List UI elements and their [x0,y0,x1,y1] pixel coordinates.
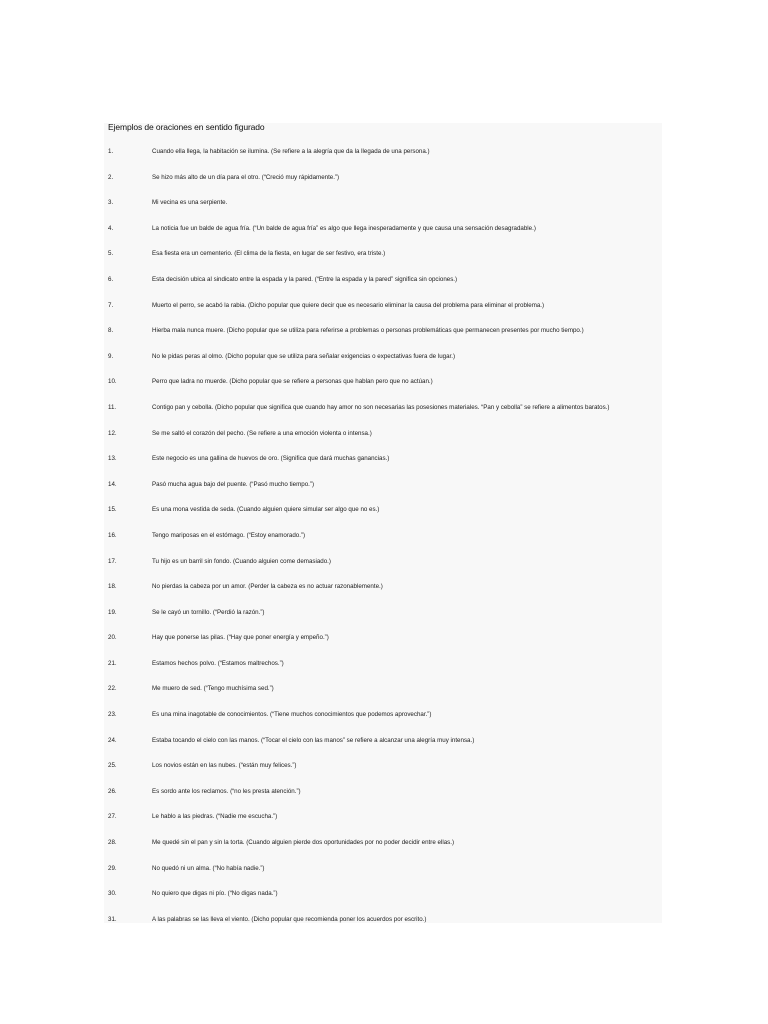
item-text: Hay que ponerse las pilas. (“Hay que poner energía y empeño.”) [152,634,329,642]
item-text: Mi vecina es una serpiente. [152,199,228,207]
item-number: 1. [108,148,114,155]
list-item [0,481,768,507]
item-text: Este negocio es una gallina de huevos de oro. (Significa que dará muchas ganancias.) [152,455,390,463]
list-item [0,813,768,839]
item-text: Tu hijo es un barril sin fondo. (Cuando alguien come demasiado.) [152,557,331,565]
item-text: Esa fiesta era un cementerio. (El clima de la fiesta, en lugar de ser festivo, era triste.) [152,250,386,258]
item-text: La noticia fue un balde de agua fría. (“Un balde de agua fría” es algo que llega inesperadamente y que causa una sensación desagradable.) [152,224,536,232]
item-text: No pierdas la cabeza por un amor. (Perder la cabeza es no actuar razonablemente.) [152,583,383,591]
list-item [0,404,768,430]
item-text: No le pidas peras al olmo. (Dicho popular que se utiliza para señalar exigencias o expectativas fuera de lugar.) [152,352,456,360]
item-text: Es sordo ante los reclamos. (“no les presta atención.”) [152,787,301,795]
item-text: Me muero de sed. (“Tengo muchísima sed.”) [152,685,274,693]
item-number: 31. [108,915,117,923]
item-number: 18. [108,583,117,591]
item-number: 20. [108,634,117,642]
list-item [0,532,768,558]
list-item [0,634,768,660]
item-number: 26. [108,787,117,795]
item-text: Se le cayó un tornillo. (“Perdió la razón.”) [152,608,265,616]
list-item [0,839,768,865]
item-text: Le hablo a las piedras. (“Nadie me escucha.”) [152,813,278,821]
item-number: 28. [108,839,117,847]
list-item [0,174,768,200]
item-text: Estaba tocando el cielo con las manos. (“Tocar el cielo con las manos” se refiere a alcanzar una alegría muy intensa.) [152,736,475,744]
list-item [0,148,768,174]
item-text: A las palabras se las lleva el viento. (Dicho popular que recomienda poner los acuerdos por escrito.) [152,915,427,923]
item-number: 14. [108,480,117,488]
item-number: 21. [108,659,117,667]
list-item [0,430,768,456]
item-text: Pasó mucha agua bajo del puente. (“Pasó mucho tiempo.”) [152,480,314,488]
item-number: 27. [108,813,117,821]
document-title: Ejemplos de oraciones en sentido figurado [108,122,265,132]
item-number: 8. [108,327,114,335]
list-item [0,660,768,686]
item-number: 15. [108,506,117,514]
item-number: 17. [108,557,117,565]
list-item [0,378,768,404]
list-item [0,890,768,916]
item-number: 11. [108,403,117,411]
list-item [0,916,768,942]
list-item [0,583,768,609]
item-text: Los novios están en las nubes. (“están muy felices.”) [152,762,297,770]
list-item [0,737,768,763]
list-item [0,711,768,737]
item-text: Es una mona vestida de seda. (Cuando alguien quiere simular ser algo que no es.) [152,506,380,514]
list-item [0,762,768,788]
item-number: 10. [108,378,117,386]
item-number: 19. [108,608,117,616]
list-item [0,302,768,328]
item-text: Tengo mariposas en el estómago. (“Estoy enamorado.”) [152,531,306,539]
item-number: 30. [108,890,117,898]
list-item [0,250,768,276]
item-text: Se hizo más alto de un día para el otro. (“Creció muy rápidamente.”) [152,173,340,181]
list-item [0,609,768,635]
item-number: 9. [108,352,114,360]
item-text: Perro que ladra no muerde. (Dicho popular que se refiere a personas que hablan pero que no actúan.) [152,378,433,386]
item-number: 3. [108,199,114,207]
item-number: 29. [108,864,117,872]
item-text: Esta decisión ubica al sindicato entre la espada y la pared. (“Entre la espada y la pared” significa sin opciones.) [152,275,458,283]
list-item [0,685,768,711]
item-number: 5. [108,250,114,258]
item-number: 2. [108,173,114,181]
list-item [0,455,768,481]
examples-list [0,148,768,941]
item-text: No quedó ni un alma. (“No había nadie.”) [152,864,265,872]
list-item [0,558,768,584]
item-text: Me quedé sin el pan y sin la torta. (Cuando alguien pierde dos oportunidades por no poder decidir entre ellas.) [152,839,455,847]
item-text: Cuando ella llega, la habitación se ilumina. (Se refiere a la alegría que da la llegada de una persona.) [152,148,430,155]
list-item [0,865,768,891]
item-number: 12. [108,429,117,437]
item-number: 7. [108,301,114,309]
item-text: Es una mina inagotable de conocimientos. (“Tiene muchos conocimientos que podemos aprovechar.”) [152,711,432,719]
item-text: Se me saltó el corazón del pecho. (Se refiere a una emoción violenta o intensa.) [152,429,372,437]
item-number: 16. [108,531,117,539]
list-item [0,276,768,302]
item-text: Muerto el perro, se acabó la rabia. (Dicho popular que quiere decir que es necesario eliminar la causa del problema para eliminar el problema.) [152,301,545,309]
list-item [0,353,768,379]
item-number: 22. [108,685,117,693]
item-number: 13. [108,455,117,463]
list-item [0,506,768,532]
list-item [0,327,768,353]
item-number: 25. [108,762,117,770]
item-number: 4. [108,224,114,232]
item-number: 24. [108,736,117,744]
item-number: 6. [108,275,114,283]
item-text: Hierba mala nunca muere. (Dicho popular que se utiliza para referirse a problemas o personas problemáticas que permanecen presentes por mucho tiempo.) [152,327,584,335]
item-text: Contigo pan y cebolla. (Dicho popular que significa que cuando hay amor no son necesarias las posesiones materiales. “Pan y cebolla” se refiere a alimentos baratos.) [152,403,610,411]
item-text: Estamos hechos polvo. (“Estamos maltrechos.”) [152,659,284,667]
list-item [0,225,768,251]
list-item [0,199,768,225]
list-item [0,788,768,814]
item-text: No quiero que digas ni pío. (“No digas nada.”) [152,890,278,898]
item-number: 23. [108,711,117,719]
